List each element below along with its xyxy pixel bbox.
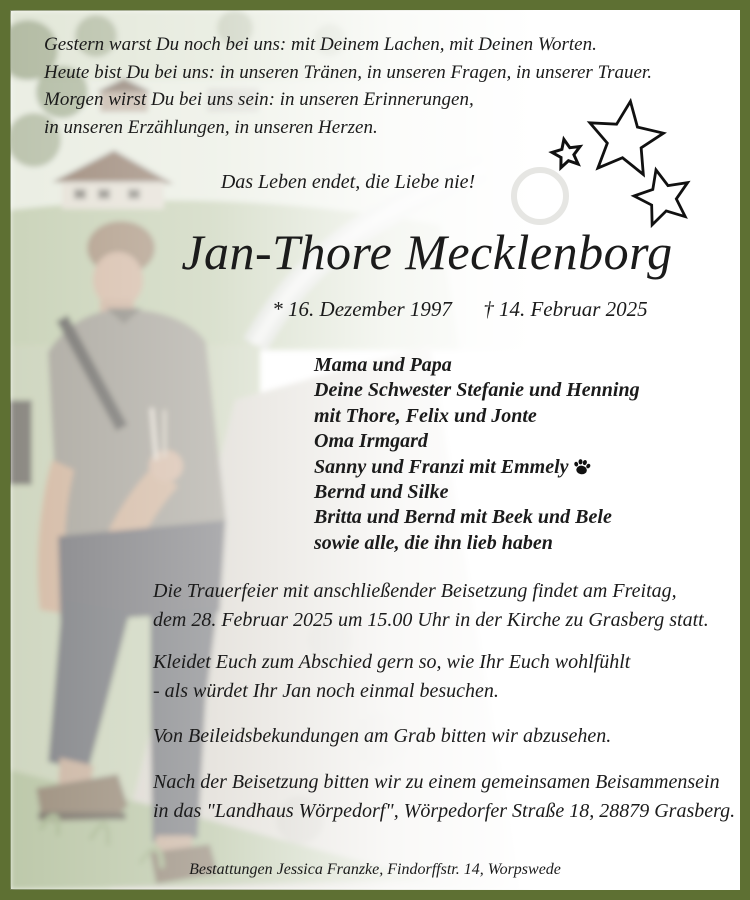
death-date: † 14. Februar 2025 <box>483 297 648 321</box>
funeral-home-footer: Bestattungen Jessica Franzke, Findorffstr. 14, Worpswede <box>189 861 561 878</box>
motto-line: Das Leben endet, die Liebe nie! <box>220 171 476 193</box>
mourners-line-3: mit Thore, Felix und Jonte <box>314 404 537 427</box>
gathering-invitation <box>153 768 735 826</box>
birth-date: * 16. Dezember 1997 <box>272 297 452 321</box>
mourners-line-7: Britta und Bernd mit Beek und Bele <box>314 506 612 529</box>
gathering-line-2: in das "Landhaus Wörpedorf", Wörpedorfer Straße 18, 28879 Grasberg. <box>153 800 736 822</box>
gathering-line-1: Nach der Beisetzung bitten wir zu einem gemeinsamen Beisammensein <box>153 771 720 793</box>
funeral-announcement <box>153 577 709 635</box>
mourners-line-1: Mama und Papa <box>314 354 452 376</box>
mourners-line-8: sowie alle, die ihn lieb haben <box>314 531 553 554</box>
deceased-name: Jan-Thore Mecklenborg <box>181 224 673 280</box>
mourners-line-5 <box>314 455 640 480</box>
mourners-line-6: Bernd und Silke <box>314 481 449 504</box>
mourners-line-2: Deine Schwester Stefanie und Henning <box>314 379 640 402</box>
dress-line-2: - als würdet Ihr Jan noch einmal besuchen. <box>153 680 499 702</box>
verse-line-3: Morgen wirst Du bei uns sein: in unseren Erinnerungen, <box>44 89 474 110</box>
paw-print-icon <box>573 458 591 475</box>
dress-line-1: Kleidet Euch zum Abschied gern so, wie Ihr Euch wohlfühlt <box>153 651 631 673</box>
mourners-line-4: Oma Irmgard <box>314 430 428 453</box>
mourners-line-5-text: Sanny und Franzi mit Emmely <box>314 455 569 478</box>
dress-code-note <box>153 648 630 706</box>
funeral-line-1: Die Trauerfeier mit anschließender Beisetzung findet am Freitag, <box>153 580 677 602</box>
mourners-list <box>314 353 640 556</box>
funeral-line-2: dem 28. Februar 2025 um 15.00 Uhr in der Kirche zu Grasberg statt. <box>153 609 709 631</box>
verse-line-4: in unseren Erzählungen, in unseren Herzen. <box>44 116 378 138</box>
life-dates <box>170 297 750 322</box>
verse-line-1: Gestern warst Du noch bei uns: mit Deinem Lachen, mit Deinen Worten. <box>44 34 597 55</box>
opening-verse <box>44 31 652 141</box>
condolences-note: Von Beileidsbekundungen am Grab bitten wir abzusehen. <box>153 725 612 747</box>
verse-line-2: Heute bist Du bei uns: in unseren Tränen, in unseren Fragen, in unserer Trauer. <box>44 61 652 83</box>
